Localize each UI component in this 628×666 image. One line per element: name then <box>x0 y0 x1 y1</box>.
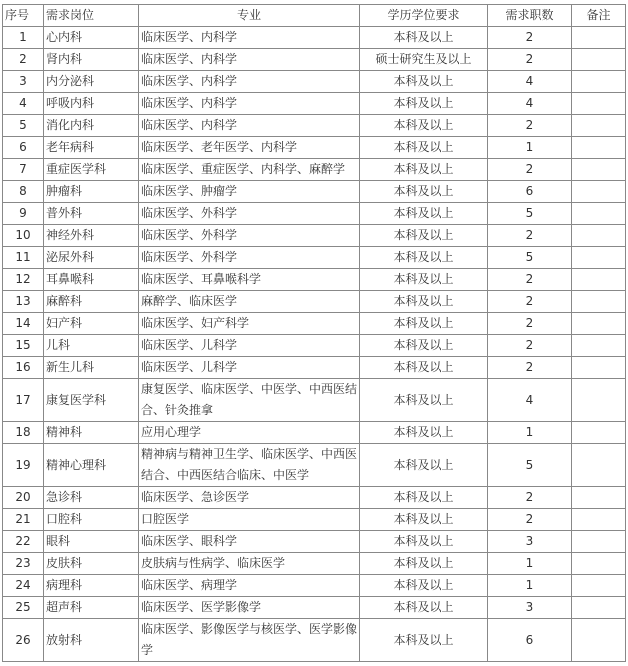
cell-degree: 本科及以上 <box>360 115 488 137</box>
cell-index: 3 <box>3 71 44 93</box>
cell-position: 呼吸内科 <box>44 93 139 115</box>
table-row <box>3 93 626 115</box>
cell-major: 麻醉学、临床医学 <box>139 291 360 313</box>
cell-count: 4 <box>488 71 572 93</box>
cell-position: 泌尿外科 <box>44 247 139 269</box>
cell-remark <box>572 379 626 422</box>
cell-remark <box>572 444 626 487</box>
cell-degree: 本科及以上 <box>360 291 488 313</box>
cell-position: 神经外科 <box>44 225 139 247</box>
table-row <box>3 575 626 597</box>
cell-degree: 硕士研究生及以上 <box>360 49 488 71</box>
cell-degree: 本科及以上 <box>360 422 488 444</box>
cell-degree: 本科及以上 <box>360 181 488 203</box>
cell-major: 应用心理学 <box>139 422 360 444</box>
cell-index: 8 <box>3 181 44 203</box>
cell-major: 皮肤病与性病学、临床医学 <box>139 553 360 575</box>
cell-position: 口腔科 <box>44 509 139 531</box>
cell-degree: 本科及以上 <box>360 137 488 159</box>
cell-count: 1 <box>488 553 572 575</box>
cell-index: 17 <box>3 379 44 422</box>
table-row <box>3 71 626 93</box>
cell-count: 2 <box>488 357 572 379</box>
cell-major: 临床医学、内科学 <box>139 49 360 71</box>
cell-major: 临床医学、外科学 <box>139 203 360 225</box>
table-row <box>3 159 626 181</box>
table-row <box>3 203 626 225</box>
cell-index: 9 <box>3 203 44 225</box>
cell-count: 3 <box>488 531 572 553</box>
table-row <box>3 137 626 159</box>
cell-remark <box>572 313 626 335</box>
cell-major: 临床医学、影像医学与核医学、医学影像学 <box>139 619 360 662</box>
table-row <box>3 225 626 247</box>
cell-degree: 本科及以上 <box>360 93 488 115</box>
cell-index: 4 <box>3 93 44 115</box>
cell-count: 5 <box>488 203 572 225</box>
cell-position: 儿科 <box>44 335 139 357</box>
cell-major: 临床医学、内科学 <box>139 27 360 49</box>
cell-count: 2 <box>488 225 572 247</box>
cell-count: 5 <box>488 247 572 269</box>
cell-index: 5 <box>3 115 44 137</box>
cell-remark <box>572 27 626 49</box>
cell-position: 放射科 <box>44 619 139 662</box>
table-row <box>3 531 626 553</box>
cell-count: 5 <box>488 444 572 487</box>
cell-position: 肿瘤科 <box>44 181 139 203</box>
table-row <box>3 597 626 619</box>
cell-major: 临床医学、重症医学、内科学、麻醉学 <box>139 159 360 181</box>
cell-degree: 本科及以上 <box>360 27 488 49</box>
cell-count: 1 <box>488 137 572 159</box>
header-position: 需求岗位 <box>44 5 139 27</box>
cell-major: 临床医学、急诊医学 <box>139 487 360 509</box>
cell-index: 6 <box>3 137 44 159</box>
table-row <box>3 269 626 291</box>
cell-degree: 本科及以上 <box>360 269 488 291</box>
cell-major: 临床医学、肿瘤学 <box>139 181 360 203</box>
cell-major: 临床医学、耳鼻喉科学 <box>139 269 360 291</box>
cell-position: 普外科 <box>44 203 139 225</box>
cell-degree: 本科及以上 <box>360 487 488 509</box>
table-row <box>3 357 626 379</box>
cell-position: 老年病科 <box>44 137 139 159</box>
table-row <box>3 313 626 335</box>
cell-position: 超声科 <box>44 597 139 619</box>
cell-index: 7 <box>3 159 44 181</box>
cell-count: 2 <box>488 27 572 49</box>
cell-position: 耳鼻喉科 <box>44 269 139 291</box>
cell-count: 1 <box>488 575 572 597</box>
cell-index: 13 <box>3 291 44 313</box>
cell-index: 25 <box>3 597 44 619</box>
cell-degree: 本科及以上 <box>360 203 488 225</box>
cell-degree: 本科及以上 <box>360 619 488 662</box>
cell-index: 26 <box>3 619 44 662</box>
cell-degree: 本科及以上 <box>360 335 488 357</box>
table-row <box>3 291 626 313</box>
table-row <box>3 619 626 662</box>
cell-count: 2 <box>488 115 572 137</box>
table-row <box>3 444 626 487</box>
cell-index: 12 <box>3 269 44 291</box>
cell-remark <box>572 203 626 225</box>
header-index: 序号 <box>3 5 44 27</box>
table-row <box>3 553 626 575</box>
table-row <box>3 487 626 509</box>
cell-index: 18 <box>3 422 44 444</box>
cell-degree: 本科及以上 <box>360 575 488 597</box>
cell-major: 临床医学、外科学 <box>139 247 360 269</box>
cell-remark <box>572 137 626 159</box>
cell-count: 2 <box>488 313 572 335</box>
cell-degree: 本科及以上 <box>360 71 488 93</box>
cell-index: 10 <box>3 225 44 247</box>
cell-index: 1 <box>3 27 44 49</box>
cell-major: 临床医学、内科学 <box>139 115 360 137</box>
cell-degree: 本科及以上 <box>360 553 488 575</box>
cell-remark <box>572 335 626 357</box>
header-count: 需求职数 <box>488 5 572 27</box>
cell-remark <box>572 575 626 597</box>
cell-remark <box>572 531 626 553</box>
cell-index: 23 <box>3 553 44 575</box>
cell-remark <box>572 159 626 181</box>
table-row <box>3 49 626 71</box>
cell-position: 皮肤科 <box>44 553 139 575</box>
cell-position: 康复医学科 <box>44 379 139 422</box>
cell-remark <box>572 247 626 269</box>
cell-position: 精神科 <box>44 422 139 444</box>
cell-position: 精神心理科 <box>44 444 139 487</box>
cell-position: 心内科 <box>44 27 139 49</box>
cell-count: 1 <box>488 422 572 444</box>
cell-degree: 本科及以上 <box>360 531 488 553</box>
cell-remark <box>572 553 626 575</box>
cell-degree: 本科及以上 <box>360 159 488 181</box>
cell-remark <box>572 93 626 115</box>
positions-table <box>2 4 626 662</box>
cell-position: 肾内科 <box>44 49 139 71</box>
cell-index: 22 <box>3 531 44 553</box>
cell-index: 16 <box>3 357 44 379</box>
cell-degree: 本科及以上 <box>360 357 488 379</box>
table-row <box>3 247 626 269</box>
cell-major: 临床医学、眼科学 <box>139 531 360 553</box>
cell-position: 急诊科 <box>44 487 139 509</box>
cell-remark <box>572 291 626 313</box>
cell-remark <box>572 225 626 247</box>
cell-count: 2 <box>488 335 572 357</box>
cell-remark <box>572 49 626 71</box>
header-degree: 学历学位要求 <box>360 5 488 27</box>
cell-position: 重症医学科 <box>44 159 139 181</box>
table-row <box>3 509 626 531</box>
cell-remark <box>572 422 626 444</box>
cell-position: 麻醉科 <box>44 291 139 313</box>
cell-position: 妇产科 <box>44 313 139 335</box>
cell-major: 临床医学、内科学 <box>139 71 360 93</box>
cell-degree: 本科及以上 <box>360 379 488 422</box>
table-row <box>3 422 626 444</box>
cell-degree: 本科及以上 <box>360 313 488 335</box>
cell-position: 内分泌科 <box>44 71 139 93</box>
cell-major: 临床医学、外科学 <box>139 225 360 247</box>
cell-count: 2 <box>488 159 572 181</box>
cell-index: 2 <box>3 49 44 71</box>
cell-position: 消化内科 <box>44 115 139 137</box>
cell-count: 6 <box>488 619 572 662</box>
cell-major: 临床医学、妇产科学 <box>139 313 360 335</box>
cell-major: 康复医学、临床医学、中医学、中西医结合、针灸推拿 <box>139 379 360 422</box>
cell-major: 精神病与精神卫生学、临床医学、中西医结合、中西医结合临床、中医学 <box>139 444 360 487</box>
cell-count: 4 <box>488 93 572 115</box>
cell-major: 临床医学、内科学 <box>139 93 360 115</box>
cell-position: 新生儿科 <box>44 357 139 379</box>
cell-major: 口腔医学 <box>139 509 360 531</box>
cell-remark <box>572 509 626 531</box>
cell-degree: 本科及以上 <box>360 247 488 269</box>
cell-major: 临床医学、老年医学、内科学 <box>139 137 360 159</box>
cell-position: 病理科 <box>44 575 139 597</box>
cell-remark <box>572 619 626 662</box>
cell-position: 眼科 <box>44 531 139 553</box>
cell-count: 2 <box>488 509 572 531</box>
cell-major: 临床医学、儿科学 <box>139 357 360 379</box>
cell-remark <box>572 71 626 93</box>
cell-index: 14 <box>3 313 44 335</box>
cell-major: 临床医学、儿科学 <box>139 335 360 357</box>
table-row <box>3 115 626 137</box>
cell-degree: 本科及以上 <box>360 597 488 619</box>
cell-remark <box>572 269 626 291</box>
cell-degree: 本科及以上 <box>360 509 488 531</box>
cell-remark <box>572 487 626 509</box>
cell-count: 3 <box>488 597 572 619</box>
table-row <box>3 27 626 49</box>
cell-count: 2 <box>488 291 572 313</box>
cell-major: 临床医学、医学影像学 <box>139 597 360 619</box>
cell-remark <box>572 357 626 379</box>
cell-count: 2 <box>488 269 572 291</box>
cell-count: 4 <box>488 379 572 422</box>
cell-count: 2 <box>488 49 572 71</box>
table-row <box>3 181 626 203</box>
cell-degree: 本科及以上 <box>360 444 488 487</box>
cell-count: 6 <box>488 181 572 203</box>
cell-index: 19 <box>3 444 44 487</box>
cell-index: 21 <box>3 509 44 531</box>
header-remark: 备注 <box>572 5 626 27</box>
cell-count: 2 <box>488 487 572 509</box>
cell-degree: 本科及以上 <box>360 225 488 247</box>
table-row <box>3 379 626 422</box>
cell-remark <box>572 115 626 137</box>
header-major: 专业 <box>139 5 360 27</box>
cell-index: 11 <box>3 247 44 269</box>
header-row <box>3 5 626 27</box>
cell-remark <box>572 597 626 619</box>
cell-index: 20 <box>3 487 44 509</box>
cell-index: 15 <box>3 335 44 357</box>
cell-index: 24 <box>3 575 44 597</box>
cell-major: 临床医学、病理学 <box>139 575 360 597</box>
table-row <box>3 335 626 357</box>
cell-remark <box>572 181 626 203</box>
